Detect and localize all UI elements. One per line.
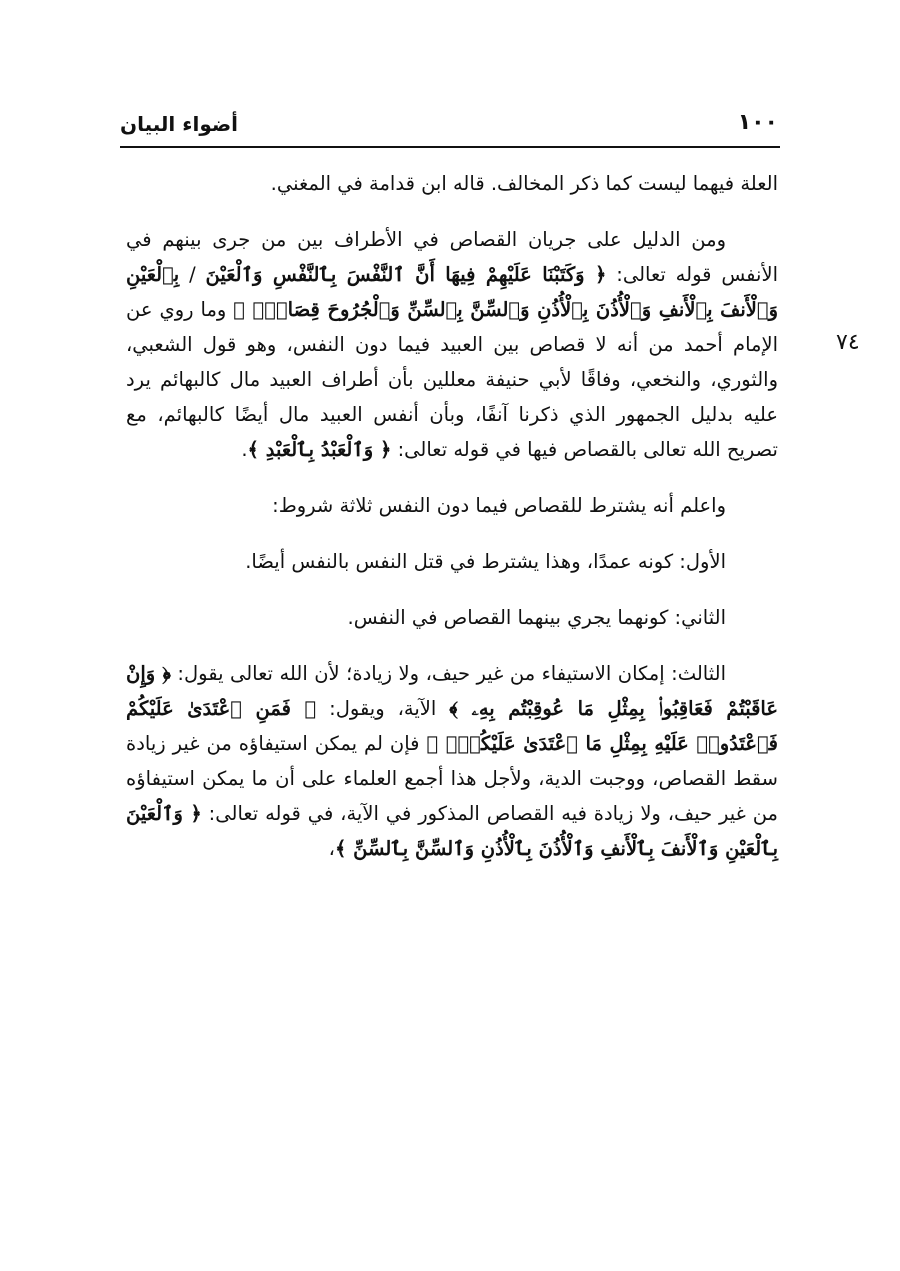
- running-header: [120, 108, 778, 148]
- paragraph-text: العلة فيهما ليست كما ذكر المخالف. قاله ابن قدامة في المغني.: [270, 172, 778, 195]
- paragraph-2: [126, 222, 778, 467]
- quran-verse: ﴿ وَإِنْ عَاقَبْتُمْ فَعَاقِبُوا۟ بِمِثْلِ مَا عُوقِبْتُم بِهِۦ ﴾: [126, 662, 778, 720]
- quran-verse: ﴿ فَمَنِ ٱعْتَدَىٰ عَلَيْكُمْ فَٱعْتَدُوا۟ عَلَيْهِ بِمِثْلِ مَا ٱعْتَدَىٰ عَلَيْكُمْۚ ﴾: [126, 697, 778, 755]
- page-break-mark: /: [179, 263, 206, 286]
- paragraph-1: [126, 166, 778, 201]
- page-number: ١٠٠: [737, 110, 778, 135]
- punctuation: ،: [328, 837, 335, 860]
- margin-page-reference: ٧٤: [836, 330, 860, 355]
- quran-verse: ﴿ وَٱلْعَيْنَ بِٱلْعَيْنِ وَٱلْأَنفَ بِٱلْأَنفِ وَٱلْأُذُنَ بِٱلْأُذُنِ وَٱلسِّنَّ بِٱلسِّنِّ ﴾: [126, 802, 778, 860]
- quran-verse: ﴿ وَكَتَبْنَا عَلَيْهِمْ فِيهَا أَنَّ ٱلنَّفْسَ بِٱلنَّفْسِ وَٱلْعَيْنَ: [205, 263, 607, 286]
- paragraph-text: فإن لم يمكن استيفاؤه من غير زيادة سقط القصاص، ووجبت الدية، ولأجل هذا أجمع العلماء على أن ما يمكن استيفاؤه من غير حيف، ولا زيادة فيه القصاص المذكور في الآية، في قوله تعالى:: [126, 732, 779, 825]
- paragraph-text: ومن الدليل على جريان القصاص في الأطراف بين من جرى بينهم في الأنفس قوله تعالى:: [126, 228, 779, 286]
- punctuation: .: [241, 438, 248, 461]
- paragraph-text: الثالث: إمكان الاستيفاء من غير حيف، ولا زيادة؛ لأن الله تعالى يقول:: [170, 662, 726, 685]
- paragraph-text: وما روي عن الإمام أحمد من أنه لا قصاص بين العبيد فيما دون النفس، وهو قول الشعبي، والثوري، والنخعي، وفاقًا لأبي حنيفة معللين بأن أطراف العبيد مال كالبهائم يرد عليه بدليل الجمهور الذي ذكرنا آنفًا، وبأن أنفس العبيد مال أيضًا كالبهائم، مع تصريح الله تعالى بالقصاص فيها في قوله تعالى:: [126, 298, 778, 461]
- paragraph-text: الثاني: كونهما يجري بينهما القصاص في النفس.: [347, 606, 726, 629]
- paragraph-5: [126, 600, 778, 635]
- paragraph-text: الأول: كونه عمدًا، وهذا يشترط في قتل النفس بالنفس أيضًا.: [245, 550, 726, 573]
- paragraph-text: واعلم أنه يشترط للقصاص فيما دون النفس ثلاثة شروط:: [272, 494, 726, 517]
- quran-verse: ﴿ وَٱلْعَبْدُ بِٱلْعَبْدِ ﴾: [247, 438, 392, 461]
- paragraph-text: الآية، ويقول:: [316, 697, 450, 720]
- book-title: أضواء البيان: [120, 112, 239, 136]
- paragraph-3: [126, 488, 778, 523]
- body-text: [126, 166, 778, 887]
- paragraph-6: [126, 656, 778, 866]
- header-divider: [120, 146, 780, 148]
- quran-verse: بِٱلْعَيْنِ وَٱلْأَنفَ بِٱلْأَنفِ وَٱلْأُذُنَ بِٱلْأُذُنِ وَٱلسِّنَّ بِٱلسِّنِّ وَٱلْجُرُوحَ قِصَاصٌۚ ﴾: [126, 263, 778, 321]
- paragraph-4: [126, 544, 778, 579]
